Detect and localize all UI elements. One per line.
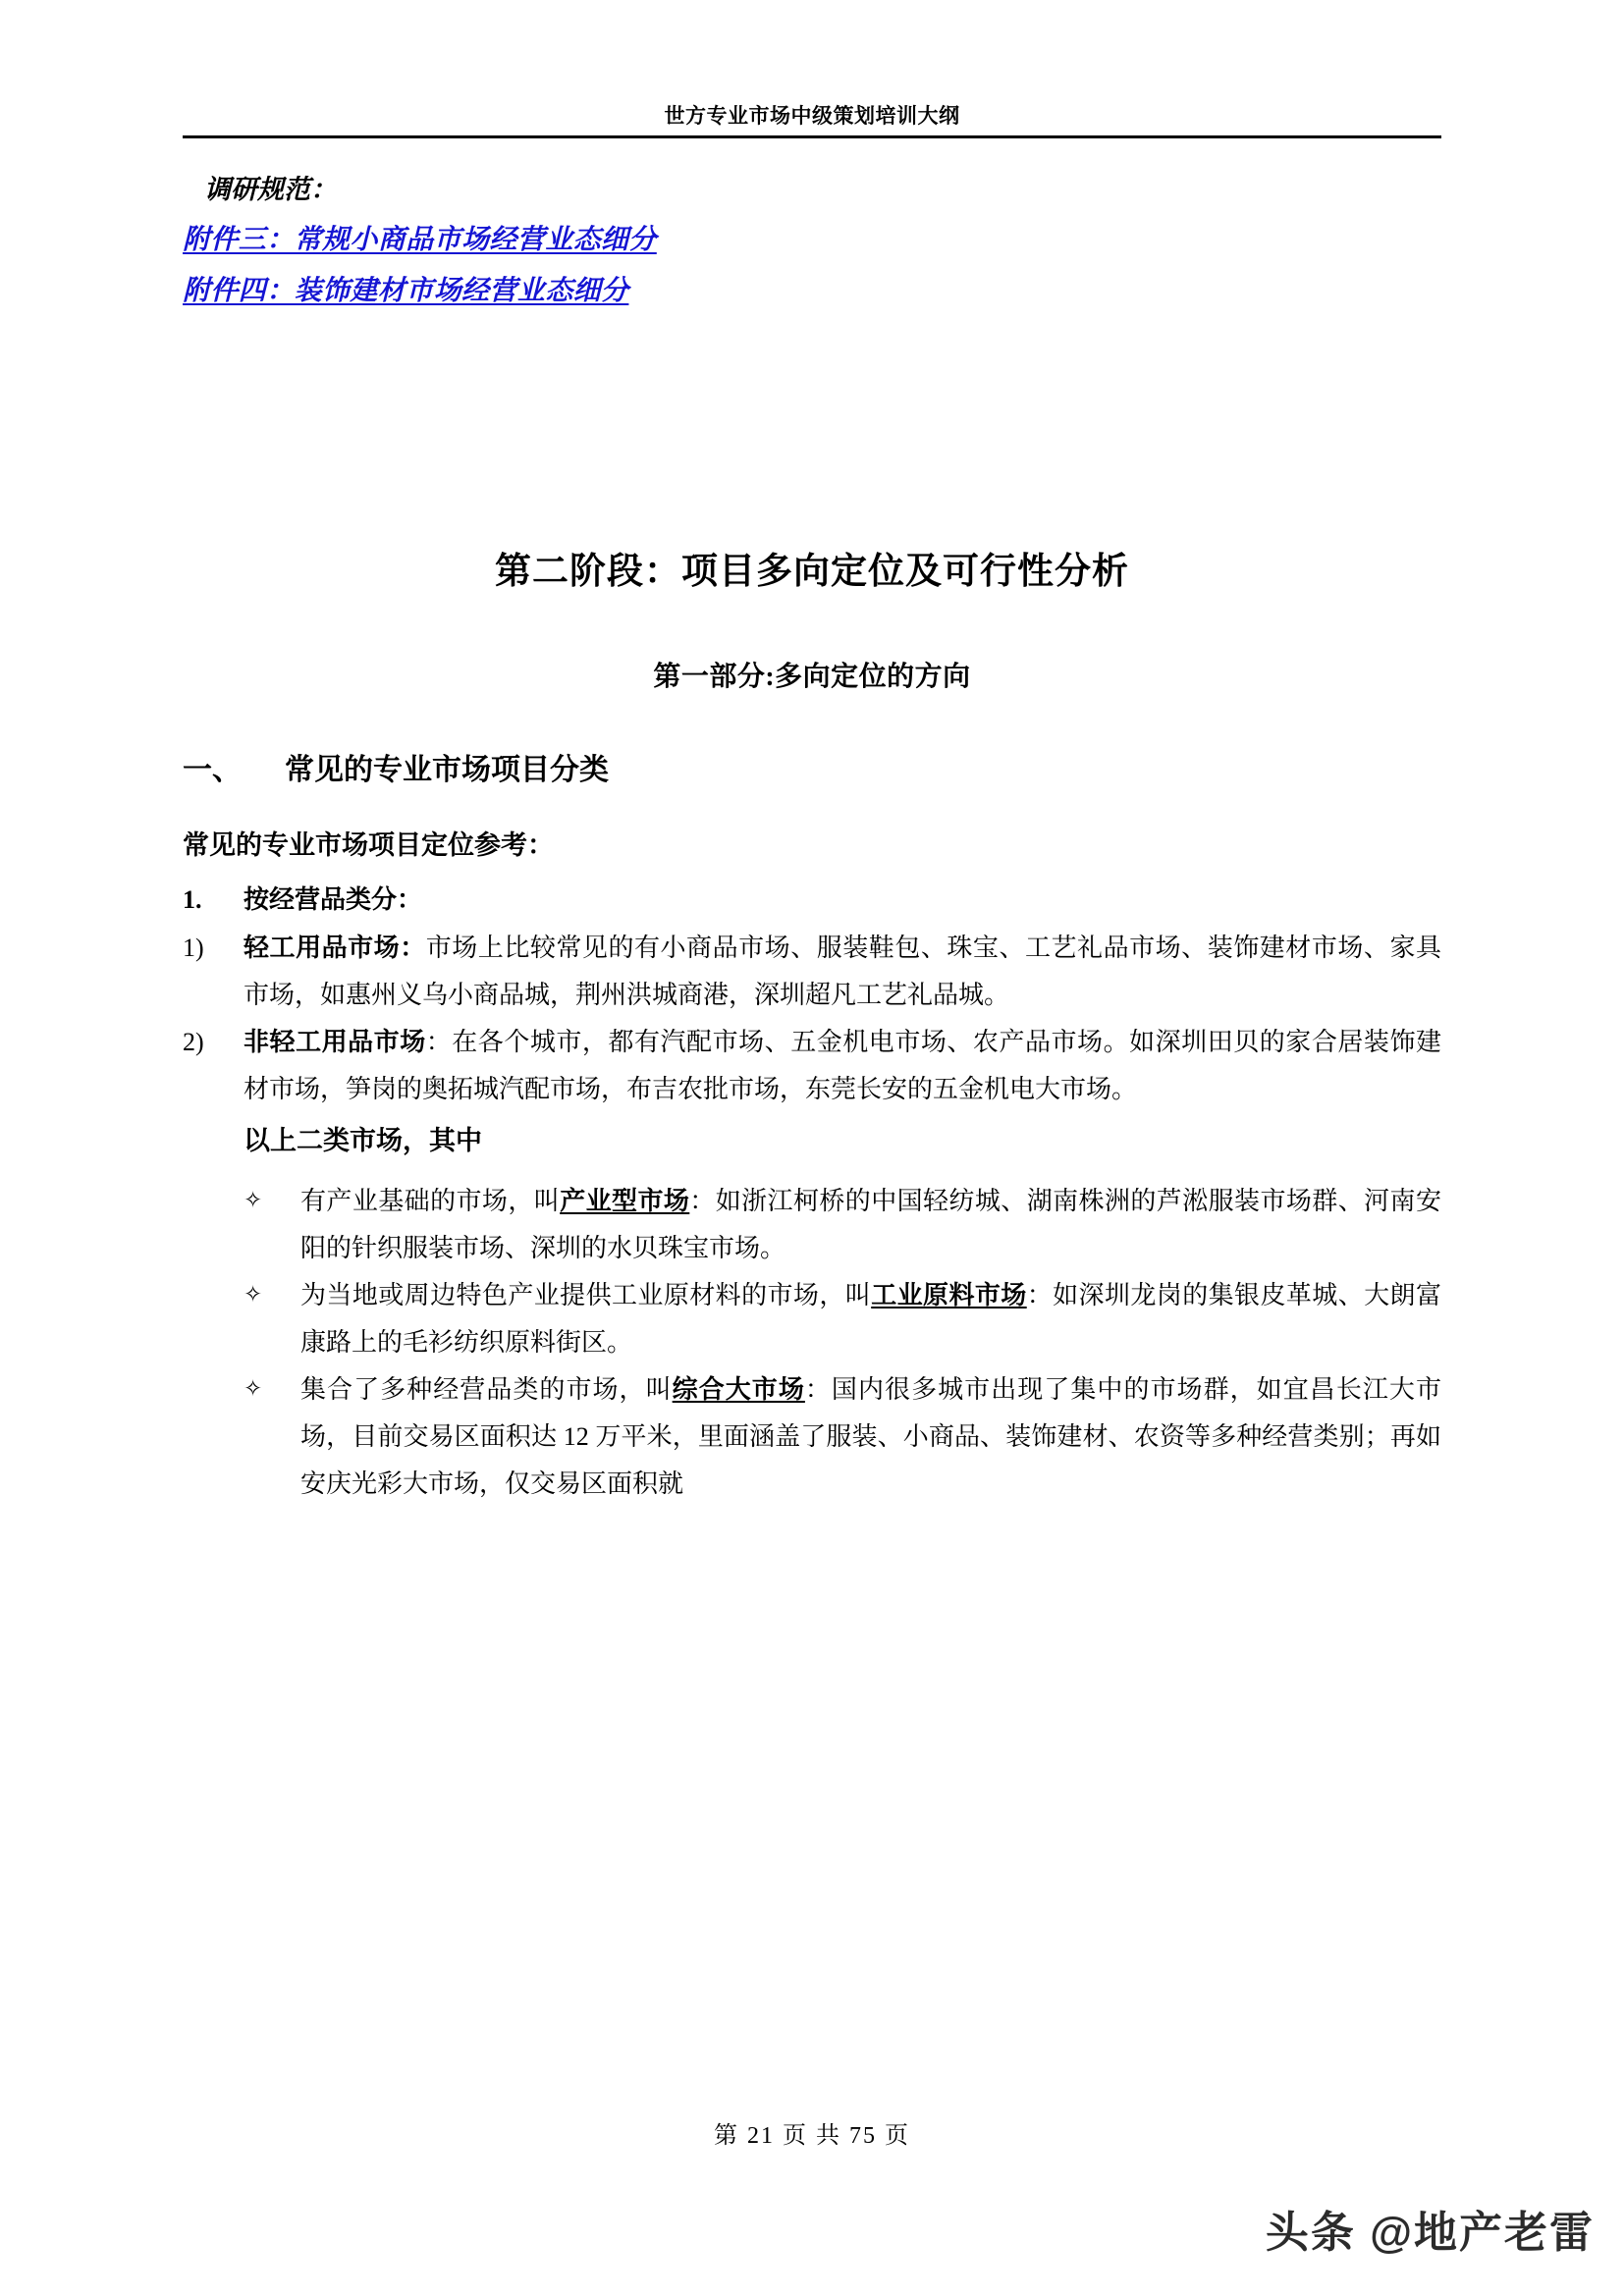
spacer [183,1113,1441,1123]
lead-paragraph: 常见的专业市场项目定位参考： [183,829,554,860]
list-item [183,1019,1441,1113]
spacer [183,305,1441,551]
bullet-item [183,1178,1441,1272]
page-number: 第 21 页 共 75 页 [714,2123,910,2149]
section-title: 常见的专业市场项目分类 [285,753,609,786]
page-header [183,106,1441,138]
section-number: 一、 [183,753,242,786]
list-item [183,925,1441,1019]
bullet-term: 工业原料市场 [871,1280,1027,1309]
spacer [183,694,1441,753]
numbered-lead [183,877,1441,924]
spacer [183,594,1441,661]
stage-heading: 第二阶段：项目多向定位及可行性分析 [495,552,1129,592]
list-item-term: 非轻工用品市场 [244,1027,426,1056]
watermark: 头条 @地产老雷 [1265,2209,1595,2257]
part-heading: 第一部分:多向定位的方向 [653,662,971,693]
bullet-term: 产业型市场 [560,1186,690,1215]
survey-spec-label: 调研规范： [204,175,337,204]
spacer [183,1160,1441,1178]
header-divider [183,135,1441,138]
list-item-marker: 2) [183,1027,204,1056]
list-item-text: ：在各个城市，都有汽配市场、五金机电市场、农产品市场。如深圳田贝的家合居装饰建材市场，笋岗的奥拓城汽配市场，布吉农批市场，东莞长安的五金机电大市场。 [244,1027,1441,1103]
list-item-term: 轻工用品市场： [244,933,426,962]
list-item-marker: 1) [183,933,204,962]
bullet-suffix: ：国内很多城市出现了集中的市场群，如宜昌长江大市场，目前交易区面积达 12 万平米，里面涵盖了服装、小商品、装饰建材、农资等多种经营类别；再如安庆光彩大市场，仅交易区面积就 [300,1375,1441,1499]
numbered-lead-text: 按经营品类分： [244,885,423,915]
attachment-link-row-1 [183,227,1441,254]
diamond-bullet-icon: ✧ [244,1376,263,1402]
page-footer [183,2115,1441,2150]
bullet-item [183,1366,1441,1508]
section-heading [183,753,1441,788]
attachment-link-row-2 [183,278,1441,305]
survey-spec-heading [183,177,1441,203]
spacer [183,203,1441,227]
spacer [183,788,1441,828]
diamond-bullet-icon: ✧ [244,1187,263,1212]
spacer [183,254,1441,278]
spacer [183,863,1441,877]
bullet-term: 综合大市场 [672,1375,805,1405]
header-title: 世方专业市场中级策划培训大纲 [664,105,960,128]
attachment-link-4[interactable]: 附件四：装饰建材市场经营业态细分 [183,276,629,306]
bullet-suffix: ：如浙江柯桥的中国轻纺城、湖南株洲的芦淞服装市场群、河南安阳的针织服装市场、深圳的水贝珠宝市场。 [300,1186,1441,1262]
bullet-prefix: 集合了多种经营品类的市场，叫 [300,1375,673,1405]
document-body [183,177,1441,1508]
bullet-prefix: 有产业基础的市场，叫 [300,1186,561,1215]
attachment-link-3[interactable]: 附件三：常规小商品市场经营业态细分 [183,225,657,255]
sub-lead-paragraph: 以上二类市场，其中 [244,1125,482,1155]
diamond-bullet-icon: ✧ [244,1281,263,1307]
list-item-text: 市场上比较常见的有小商品市场、服装鞋包、珠宝、工艺礼品市场、装饰建材市场、家具市场，如惠州义乌小商品城，荆州洪城商港，深圳超凡工艺礼品城。 [244,933,1441,1009]
bullet-item [183,1272,1441,1366]
numbered-lead-marker: 1. [183,885,202,915]
bullet-suffix: ：如深圳龙岗的集银皮革城、大朗富康路上的毛衫纺织原料街区。 [300,1280,1441,1357]
bullet-prefix: 为当地或周边特色产业提供工业原材料的市场，叫 [300,1280,872,1309]
